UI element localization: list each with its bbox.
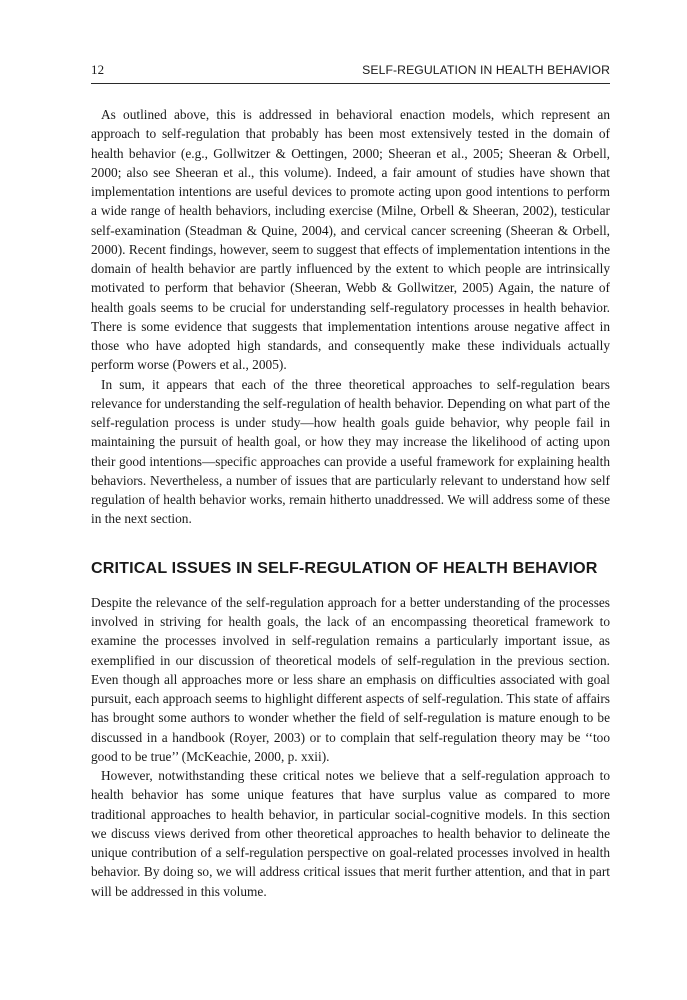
running-title: SELF-REGULATION IN HEALTH BEHAVIOR xyxy=(362,63,610,77)
running-head xyxy=(91,62,610,84)
paragraph: As outlined above, this is addressed in behavioral enaction models, which represent an approach to self-regulation that probably has been most extensively tested in the domain of health behavior (e.g., Gollwitzer & Oettingen, 2000; Sheeran et al., 2005; Sheeran & Orbell, 2000; also see Sheeran et al., this volume). Indeed, a fair amount of studies have shown that implementation intentions are useful devices to promote acting upon good intentions to perform a wide range of health behaviors, including exercise (Milne, Orbell & Sheeran, 2002), testicular self-examination (Steadman & Quine, 2004), and cervical cancer screening (Sheeran & Orbell, 2000). Recent findings, however, seem to suggest that effects of implementation intentions in the domain of health behavior are partly influenced by the extent to which people are intrinsically motivated to perform that behavior (Sheeran, Webb & Gollwitzer, 2005) Again, the nature of health goals seems to be crucial for understanding self-regulatory processes in health behavior. There is some evidence that suggests that implementation intentions arouse negative affect in those who have adopted high standards, and consequently make these individuals actually perform worse (Powers et al., 2005). xyxy=(91,107,610,373)
paragraph: In sum, it appears that each of the three theoretical approaches to self-regulation bears relevance for understanding the self-regulation of health behavior. Depending on what part of the self-regulation process is under study—how health goals guide behavior, why people fail in maintaining the pursuit of health goal, or how they may increase the likelihood of acting upon their good intentions—specific approaches can provide a useful framework for explaining health behaviors. Nevertheless, a number of issues that are particularly relevant to understand how self regulation of health behavior works, remain hitherto unaddressed. We will address some of these in the next section. xyxy=(91,376,610,527)
paragraph: However, notwithstanding these critical notes we believe that a self-regulation approach to health behavior has some unique features that have surplus value as compared to more traditional approaches to health behavior, in particular social-cognitive models. In this section we discuss views derived from other theoretical approaches to health behavior to delineate the unique contribution of a self-regulation perspective on goal-related processes involved in health behavior. By doing so, we will address critical issues that merit further attention, and that in part will be addressed in this volume. xyxy=(91,768,610,899)
section-heading: CRITICAL ISSUES IN SELF-REGULATION OF HEALTH BEHAVIOR xyxy=(91,558,598,577)
paragraph: Despite the relevance of the self-regulation approach for a better understanding of the processes involved in striving for health goals, the lack of an encompassing theoretical framework to examine the processes involved in self-regulation remains a particularly important issue, as exemplified in our discussion of theoretical models of self-regulation in the previous section. Even though all approaches more or less share an emphasis on difficulties associated with goal pursuit, each approach seems to highlight different aspects of self-regulation. This state of affairs has brought some authors to wonder whether the field of self-regulation is mature enough to be discussed in a handbook (Royer, 2003) or to complain that self-regulation theory may be ‘‘too good to be true’’ (McKeachie, 2000, p. xxii). xyxy=(91,594,610,764)
book-page xyxy=(91,62,610,901)
body-text xyxy=(91,105,610,901)
page-number: 12 xyxy=(91,62,105,77)
